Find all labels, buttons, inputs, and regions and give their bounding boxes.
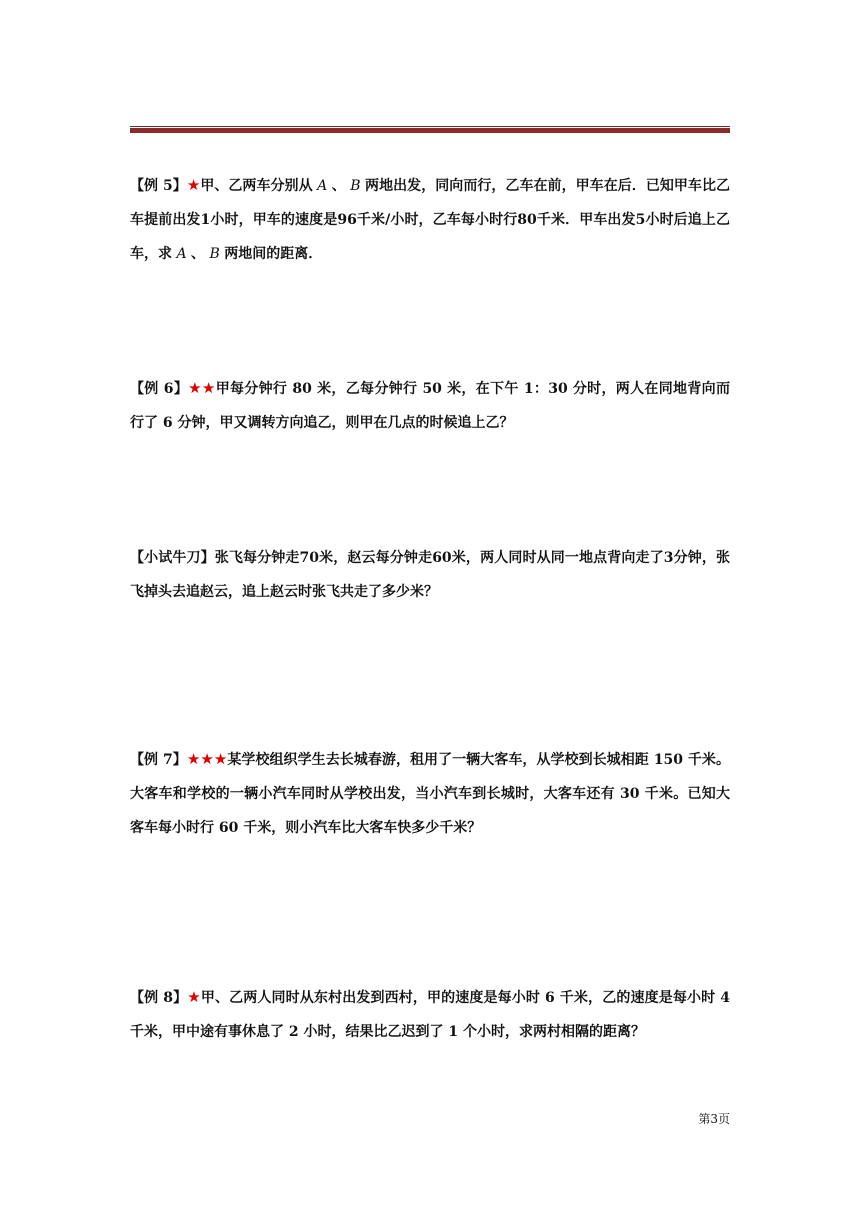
difficulty-stars: ★: [187, 988, 201, 1006]
math-variable: B: [345, 178, 366, 194]
problem-text: 甲、乙两车分别从 A 、 B 两地出发，同向而行，乙车在前，甲车在后．已知甲车比乙车提前出发1小时，甲车的速度是96千米/小时，乙车每小时行80千米．甲车出发5小时后追上乙车，求 A 、 B 两地间的距离．: [130, 178, 731, 262]
problem-label: 【例 6】: [130, 381, 189, 397]
problem-example-7: [130, 742, 730, 845]
problem-example-8: [130, 980, 730, 1049]
math-variable: A: [172, 246, 192, 262]
header-rule-thin: [130, 126, 730, 127]
problem-text: 张飞每分钟走70米，赵云每分钟走60米，两人同时从同一地点背向走了3分钟，张飞掉头去追赵云，追上赵云时张飞共走了多少米？: [130, 550, 730, 600]
difficulty-stars: ★★: [188, 379, 216, 397]
problem-label: 【例 7】: [130, 752, 187, 768]
problem-label: 【小试牛刀】: [130, 550, 215, 566]
math-variable: A: [312, 178, 332, 194]
problem-text: 某学校组织学生去长城春游，租用了一辆大客车，从学校到长城相距 150 千米。大客车和学校的一辆小汽车同时从学校出发，当小汽车到长城时，大客车还有 30 千米。已知大客车每小时行 60 千米，则小汽车比大客车快多少千米？: [130, 752, 730, 836]
problem-text: 甲、乙两人同时从东村出发到西村，甲的速度是每小时 6 千米，乙的速度是每小时 4 千米，甲中途有事休息了 2 小时，结果比乙迟到了 1 个小时，求两村相隔的距离？: [130, 990, 730, 1040]
problem-example-5: [130, 168, 730, 271]
problem-label: 【例 8】: [130, 990, 188, 1006]
header-rule-thick: [130, 128, 730, 133]
difficulty-stars: ★★★: [186, 750, 228, 768]
problem-label: 【例 5】: [130, 178, 187, 194]
problem-example-6: [130, 371, 730, 440]
problem-practice: [130, 540, 730, 609]
math-variable: B: [205, 246, 225, 262]
problem-text: 甲每分钟行 80 米，乙每分钟行 50 米，在下午 1：30 分时，两人在同地背向而行了 6 分钟，甲又调转方向追乙，则甲在几点的时候追上乙？: [130, 381, 730, 431]
header-rule: [130, 126, 730, 133]
page-number: 第3页: [698, 1112, 730, 1126]
difficulty-stars: ★: [186, 176, 201, 194]
